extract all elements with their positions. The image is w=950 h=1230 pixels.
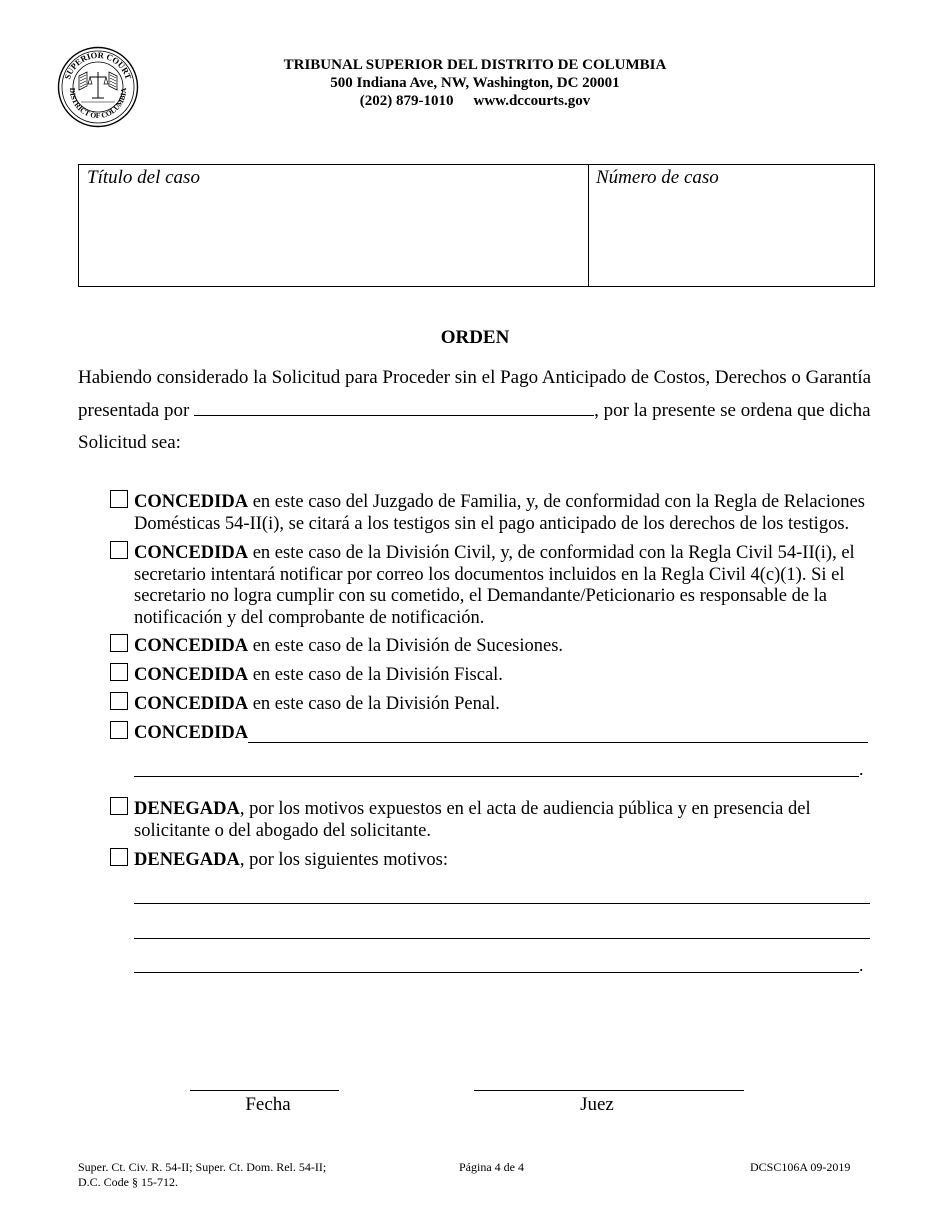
seal-text-top: SUPERIOR COURT <box>62 49 134 81</box>
court-phone: (202) 879-1010 <box>359 93 454 109</box>
date-label: Fecha <box>245 1094 291 1115</box>
court-name: TRIBUNAL SUPERIOR DEL DISTRITO DE COLUMBIA <box>283 57 667 73</box>
option-tax-granted <box>134 665 874 687</box>
line-end-period: . <box>859 759 864 779</box>
case-title-field[interactable]: Título del caso <box>87 167 200 188</box>
case-table-divider <box>588 165 589 286</box>
option-other-granted-label: CONCEDIDA <box>134 723 249 743</box>
order-intro-suffix: , por la presente se ordena que dicha <box>594 400 871 421</box>
footer-rules-line1: Super. Ct. Civ. R. 54-II; Super. Ct. Dom. Rel. 54-II; <box>78 1160 327 1174</box>
option-civil-granted <box>134 543 874 629</box>
order-title: ORDEN <box>440 327 510 348</box>
option-tax-granted-label: CONCEDIDA <box>134 665 249 685</box>
court-contact <box>200 92 750 110</box>
option-denied-record-label: DENEGADA <box>134 799 240 819</box>
option-denied-reasons <box>134 850 874 872</box>
footer-form-id: DCSC106A 09-2019 <box>750 1160 851 1174</box>
option-probate-granted-label: CONCEDIDA <box>134 636 249 656</box>
option-tax-granted-text: en este caso de la División Fiscal. <box>248 665 503 685</box>
court-website: www.dccourts.gov <box>473 93 591 109</box>
option-probate-granted-text: en este caso de la División de Sucesiones. <box>248 636 564 656</box>
judge-signature-line[interactable] <box>474 1090 744 1091</box>
court-seal-icon <box>57 46 139 128</box>
option-family-granted-checkbox[interactable] <box>110 490 128 508</box>
option-denied-record-checkbox[interactable] <box>110 797 128 815</box>
footer-rules <box>78 1160 326 1189</box>
order-intro-line3: Solicitud sea: <box>78 432 181 453</box>
option-probate-granted <box>134 636 874 658</box>
footer-rules-line2: D.C. Code § 15-712. <box>78 1174 178 1189</box>
denied-reasons-blank-3[interactable] <box>134 972 859 973</box>
date-signature-line[interactable] <box>190 1090 339 1091</box>
case-info-table <box>78 164 875 287</box>
option-criminal-granted-text: en este caso de la División Penal. <box>248 694 500 714</box>
other-granted-blank-2[interactable] <box>134 776 859 777</box>
denied-reasons-blank-2[interactable] <box>134 938 870 939</box>
option-family-granted-label: CONCEDIDA <box>134 492 249 512</box>
option-tax-granted-checkbox[interactable] <box>110 663 128 681</box>
filed-by-blank[interactable] <box>194 399 594 416</box>
option-civil-granted-checkbox[interactable] <box>110 541 128 559</box>
option-criminal-granted-checkbox[interactable] <box>110 692 128 710</box>
option-denied-reasons-text: , por los siguientes motivos: <box>239 850 448 870</box>
order-intro-line2 <box>78 399 871 422</box>
option-denied-record-text: , por los motivos expuestos en el acta de audiencia pública y en presencia del solicitante o del abogado del solicitante. <box>134 799 811 841</box>
option-civil-granted-text: en este caso de la División Civil, y, de conformidad con la Regla Civil 54-II(i), el secretario intentará notificar por correo los documentos incluidos en la Regla Civil 4(c)(1). Si el secretario no logra cumplir con su cometido, el Demandante/Peticionario es responsable de la notificación y del comprobante de notificación. <box>134 543 855 628</box>
other-granted-blank[interactable] <box>248 742 868 743</box>
filed-by-label: presentada por <box>78 400 190 421</box>
option-denied-reasons-checkbox[interactable] <box>110 848 128 866</box>
court-address: 500 Indiana Ave, NW, Washington, DC 20001 <box>330 75 620 91</box>
option-family-granted <box>134 492 874 535</box>
judge-label: Juez <box>580 1094 614 1115</box>
option-probate-granted-checkbox[interactable] <box>110 634 128 652</box>
denied-reasons-blank-1[interactable] <box>134 903 870 904</box>
option-family-granted-text: en este caso del Juzgado de Familia, y, de conformidad con la Regla de Relaciones Domésticas 54-II(i), se citará a los testigos sin el pago anticipado de los derechos de los testigos. <box>134 492 865 534</box>
option-civil-granted-label: CONCEDIDA <box>134 543 249 563</box>
option-criminal-granted <box>134 694 874 716</box>
order-intro-line1: Habiendo considerado la Solicitud para Proceder sin el Pago Anticipado de Costos, Derechos o Garantía <box>78 367 872 388</box>
option-denied-record <box>134 799 874 842</box>
option-denied-reasons-label: DENEGADA <box>134 850 240 870</box>
option-other-granted-checkbox[interactable] <box>110 721 128 739</box>
line-end-period-2: . <box>859 955 864 975</box>
footer-page-number: Página 4 de 4 <box>459 1160 524 1174</box>
option-criminal-granted-label: CONCEDIDA <box>134 694 249 714</box>
case-number-field[interactable]: Número de caso <box>596 167 719 188</box>
seal-text-bottom: DISTRICT OF COLUMBIA <box>67 87 129 121</box>
